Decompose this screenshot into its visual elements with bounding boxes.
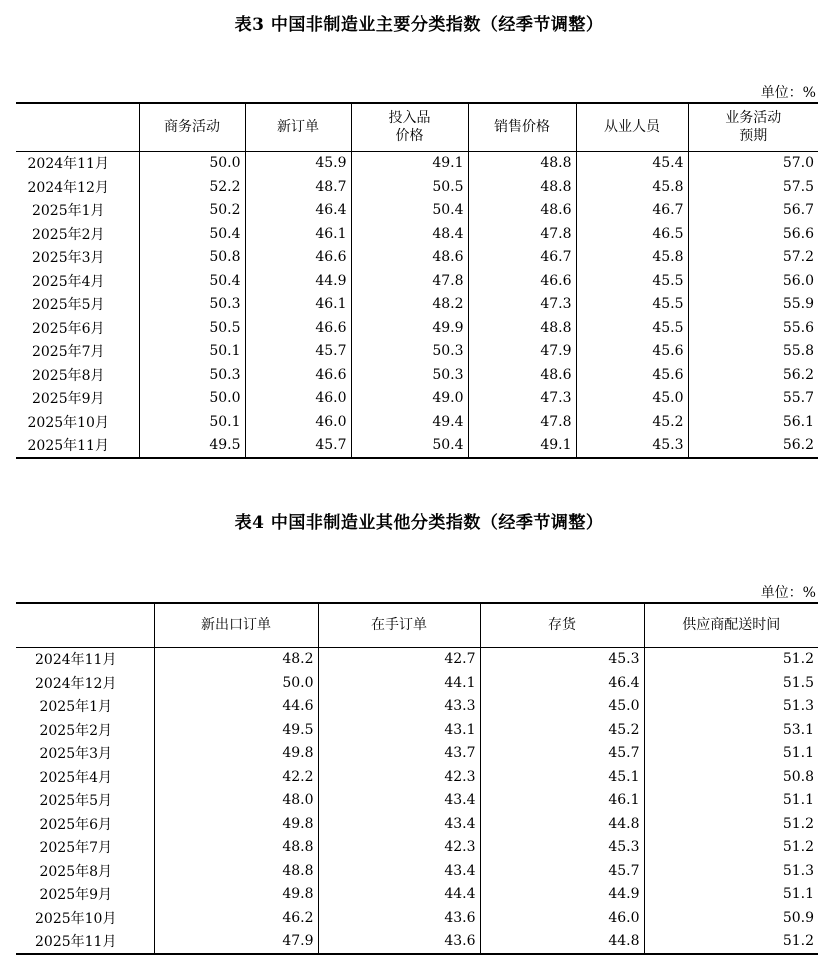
cell-value: 51.3 <box>644 695 818 719</box>
cell-value: 50.0 <box>154 671 318 695</box>
cell-value: 48.0 <box>154 789 318 813</box>
cell-value: 51.2 <box>644 647 818 671</box>
cell-value: 49.8 <box>154 812 318 836</box>
row-month: 2025年4月 <box>39 769 113 786</box>
cell-value: 51.2 <box>644 836 818 860</box>
cell-value: 50.1 <box>139 410 245 434</box>
cell-value: 43.6 <box>318 906 480 930</box>
column-header: 在手订单 <box>318 603 480 647</box>
table-row <box>16 434 818 459</box>
table-row <box>16 836 818 860</box>
cell-value: 50.4 <box>351 199 468 223</box>
cell-value: 50.4 <box>139 269 245 293</box>
cell-value: 45.6 <box>576 363 688 387</box>
row-month: 2025年9月 <box>31 391 105 408</box>
table-row <box>16 387 818 411</box>
cell-value: 45.1 <box>480 765 644 789</box>
cell-value: 45.5 <box>576 293 688 317</box>
cell-value: 47.8 <box>468 410 576 434</box>
cell-value: 50.9 <box>644 906 818 930</box>
cell-value: 46.5 <box>576 222 688 246</box>
cell-value: 48.6 <box>351 246 468 270</box>
row-month: 2025年8月 <box>31 367 105 384</box>
row-month: 2025年8月 <box>39 863 113 880</box>
column-header: 商务活动 <box>139 103 245 151</box>
cell-value: 49.4 <box>351 410 468 434</box>
row-month: 2025年5月 <box>39 793 113 810</box>
cell-value: 48.8 <box>468 151 576 175</box>
cell-value: 47.3 <box>468 387 576 411</box>
cell-value: 49.0 <box>351 387 468 411</box>
row-month: 2025年4月 <box>31 273 105 290</box>
cell-value: 48.8 <box>468 316 576 340</box>
column-header: 新订单 <box>245 103 351 151</box>
cell-value: 50.1 <box>139 340 245 364</box>
cell-value: 46.0 <box>245 410 351 434</box>
cell-value: 49.9 <box>351 316 468 340</box>
cell-value: 46.7 <box>468 246 576 270</box>
table-row <box>16 930 818 955</box>
table-row <box>16 363 818 387</box>
cell-value: 56.0 <box>688 269 818 293</box>
cell-value: 44.8 <box>480 930 644 955</box>
cell-value: 56.6 <box>688 222 818 246</box>
row-month: 2025年1月 <box>31 203 105 220</box>
column-header: 存货 <box>480 603 644 647</box>
cell-value: 48.8 <box>154 836 318 860</box>
cell-value: 45.8 <box>576 246 688 270</box>
cell-value: 45.2 <box>480 718 644 742</box>
cell-value: 45.5 <box>576 269 688 293</box>
table-row <box>16 812 818 836</box>
row-month: 2025年10月 <box>27 414 109 431</box>
column-header: 新出口订单 <box>154 603 318 647</box>
cell-value: 50.2 <box>139 199 245 223</box>
cell-value: 46.4 <box>480 671 644 695</box>
cell-value: 57.2 <box>688 246 818 270</box>
table-row <box>16 151 818 175</box>
row-month: 2025年5月 <box>31 297 105 314</box>
cell-value: 50.3 <box>139 363 245 387</box>
cell-value: 45.7 <box>480 859 644 883</box>
cell-value: 51.5 <box>644 671 818 695</box>
cell-value: 56.7 <box>688 199 818 223</box>
row-month: 2024年11月 <box>35 652 117 669</box>
table4-body <box>16 647 818 954</box>
cell-value: 56.1 <box>688 410 818 434</box>
cell-value: 48.2 <box>351 293 468 317</box>
cell-value: 46.4 <box>245 199 351 223</box>
row-month: 2025年11月 <box>35 934 117 951</box>
row-month: 2024年12月 <box>27 179 109 196</box>
table-row <box>16 246 818 270</box>
cell-value: 49.5 <box>154 718 318 742</box>
table3-body <box>16 151 818 458</box>
cell-value: 45.9 <box>245 151 351 175</box>
cell-value: 46.0 <box>480 906 644 930</box>
cell-value: 50.0 <box>139 151 245 175</box>
table-row <box>16 789 818 813</box>
table-row <box>16 293 818 317</box>
table3-title: 表3 中国非制造业主要分类指数（经季节调整） <box>234 15 604 35</box>
cell-value: 45.4 <box>576 151 688 175</box>
cell-value: 43.4 <box>318 859 480 883</box>
row-month: 2024年11月 <box>27 156 109 173</box>
cell-value: 45.3 <box>480 836 644 860</box>
cell-value: 50.3 <box>351 363 468 387</box>
cell-value: 47.9 <box>154 930 318 955</box>
column-header: 投入品 价格 <box>351 103 468 151</box>
cell-value: 57.0 <box>688 151 818 175</box>
cell-value: 43.7 <box>318 742 480 766</box>
cell-value: 56.2 <box>688 434 818 459</box>
row-month: 2025年11月 <box>27 438 109 455</box>
cell-value: 43.4 <box>318 812 480 836</box>
cell-value: 42.3 <box>318 765 480 789</box>
table-row <box>16 269 818 293</box>
cell-value: 49.1 <box>468 434 576 459</box>
cell-value: 46.1 <box>245 293 351 317</box>
column-header: 销售价格 <box>468 103 576 151</box>
table-row <box>16 316 818 340</box>
cell-value: 45.3 <box>576 434 688 459</box>
cell-value: 43.1 <box>318 718 480 742</box>
cell-value: 49.8 <box>154 742 318 766</box>
header-corner <box>16 603 154 647</box>
cell-value: 52.2 <box>139 175 245 199</box>
cell-value: 49.1 <box>351 151 468 175</box>
row-month: 2025年2月 <box>31 226 105 243</box>
cell-value: 55.6 <box>688 316 818 340</box>
cell-value: 50.5 <box>139 316 245 340</box>
cell-value: 46.6 <box>468 269 576 293</box>
cell-value: 45.0 <box>576 387 688 411</box>
cell-value: 43.6 <box>318 930 480 955</box>
cell-value: 51.1 <box>644 789 818 813</box>
table-row <box>16 340 818 364</box>
cell-value: 55.7 <box>688 387 818 411</box>
column-header: 业务活动 预期 <box>688 103 818 151</box>
cell-value: 45.7 <box>245 340 351 364</box>
cell-value: 49.5 <box>139 434 245 459</box>
row-month: 2025年7月 <box>31 344 105 361</box>
cell-value: 50.4 <box>139 222 245 246</box>
table3-header <box>16 103 818 151</box>
cell-value: 44.9 <box>480 883 644 907</box>
column-header: 供应商配送时间 <box>644 603 818 647</box>
cell-value: 51.1 <box>644 742 818 766</box>
cell-value: 45.7 <box>245 434 351 459</box>
cell-value: 53.1 <box>644 718 818 742</box>
cell-value: 50.8 <box>139 246 245 270</box>
cell-value: 46.1 <box>245 222 351 246</box>
cell-value: 43.4 <box>318 789 480 813</box>
column-header: 从业人员 <box>576 103 688 151</box>
cell-value: 46.7 <box>576 199 688 223</box>
row-month: 2025年7月 <box>39 840 113 857</box>
cell-value: 51.2 <box>644 930 818 955</box>
table-row <box>16 718 818 742</box>
cell-value: 46.6 <box>245 363 351 387</box>
row-month: 2025年6月 <box>31 320 105 337</box>
cell-value: 48.7 <box>245 175 351 199</box>
cell-value: 51.3 <box>644 859 818 883</box>
table4 <box>16 602 818 955</box>
cell-value: 45.2 <box>576 410 688 434</box>
cell-value: 55.8 <box>688 340 818 364</box>
table-row <box>16 883 818 907</box>
table-row <box>16 859 818 883</box>
cell-value: 56.2 <box>688 363 818 387</box>
cell-value: 42.2 <box>154 765 318 789</box>
row-month: 2025年6月 <box>39 816 113 833</box>
header-corner <box>16 103 139 151</box>
row-month: 2025年9月 <box>39 887 113 904</box>
row-month: 2025年3月 <box>31 250 105 267</box>
cell-value: 46.6 <box>245 246 351 270</box>
table-row <box>16 410 818 434</box>
cell-value: 45.6 <box>576 340 688 364</box>
cell-value: 42.7 <box>318 647 480 671</box>
cell-value: 48.8 <box>468 175 576 199</box>
cell-value: 45.7 <box>480 742 644 766</box>
cell-value: 47.3 <box>468 293 576 317</box>
cell-value: 48.4 <box>351 222 468 246</box>
table3 <box>16 102 818 459</box>
table-row <box>16 906 818 930</box>
cell-value: 51.2 <box>644 812 818 836</box>
table4-unit: 单位：% <box>760 585 816 601</box>
cell-value: 48.8 <box>154 859 318 883</box>
table-row <box>16 671 818 695</box>
cell-value: 55.9 <box>688 293 818 317</box>
cell-value: 46.6 <box>245 316 351 340</box>
table4-header <box>16 603 818 647</box>
cell-value: 48.6 <box>468 199 576 223</box>
row-month: 2025年3月 <box>39 746 113 763</box>
cell-value: 45.3 <box>480 647 644 671</box>
cell-value: 50.3 <box>139 293 245 317</box>
cell-value: 50.4 <box>351 434 468 459</box>
table-row <box>16 695 818 719</box>
cell-value: 50.3 <box>351 340 468 364</box>
table-row <box>16 199 818 223</box>
table-row <box>16 742 818 766</box>
cell-value: 51.1 <box>644 883 818 907</box>
table-row <box>16 647 818 671</box>
cell-value: 50.8 <box>644 765 818 789</box>
cell-value: 44.4 <box>318 883 480 907</box>
cell-value: 44.8 <box>480 812 644 836</box>
table-row <box>16 175 818 199</box>
cell-value: 46.1 <box>480 789 644 813</box>
cell-value: 42.3 <box>318 836 480 860</box>
table-row <box>16 222 818 246</box>
cell-value: 50.0 <box>139 387 245 411</box>
cell-value: 50.5 <box>351 175 468 199</box>
table-row <box>16 765 818 789</box>
cell-value: 48.6 <box>468 363 576 387</box>
cell-value: 44.1 <box>318 671 480 695</box>
cell-value: 43.3 <box>318 695 480 719</box>
cell-value: 46.2 <box>154 906 318 930</box>
cell-value: 47.8 <box>351 269 468 293</box>
cell-value: 46.0 <box>245 387 351 411</box>
cell-value: 49.8 <box>154 883 318 907</box>
cell-value: 45.0 <box>480 695 644 719</box>
cell-value: 48.2 <box>154 647 318 671</box>
cell-value: 47.8 <box>468 222 576 246</box>
row-month: 2025年2月 <box>39 722 113 739</box>
row-month: 2025年10月 <box>35 910 117 927</box>
row-month: 2024年12月 <box>35 675 117 692</box>
table3-unit: 单位：% <box>760 85 816 101</box>
cell-value: 44.6 <box>154 695 318 719</box>
cell-value: 44.9 <box>245 269 351 293</box>
cell-value: 47.9 <box>468 340 576 364</box>
table4-title: 表4 中国非制造业其他分类指数（经季节调整） <box>234 513 604 533</box>
row-month: 2025年1月 <box>39 699 113 716</box>
cell-value: 57.5 <box>688 175 818 199</box>
cell-value: 45.8 <box>576 175 688 199</box>
cell-value: 45.5 <box>576 316 688 340</box>
